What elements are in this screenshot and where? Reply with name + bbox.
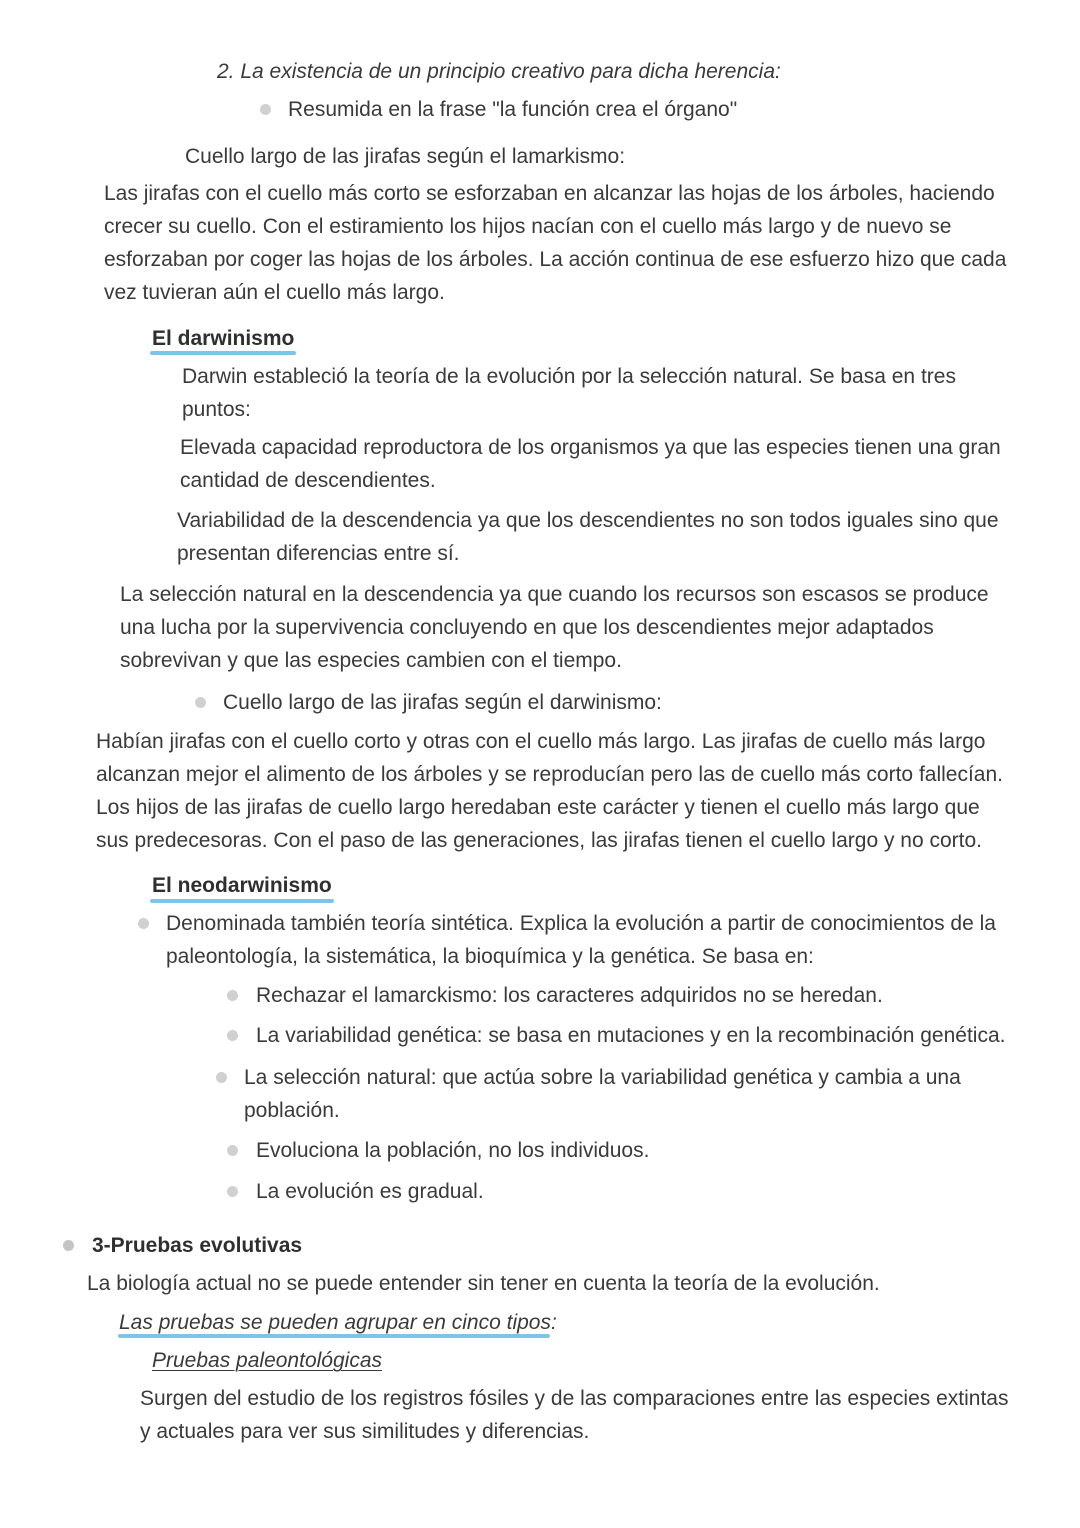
paragraph-line: y actuales para ver sus similitudes y diferencias. [140, 1420, 590, 1443]
sub-bullet-text-continued: población. [244, 1099, 340, 1122]
paragraph-line: Variabilidad de la descendencia ya que los descendientes no son todos iguales sino que [177, 509, 999, 532]
paragraph-line: esforzaban por coger las hojas de los árboles. La acción continua de ese esfuerzo hizo que cada [104, 248, 1007, 271]
sub-bullet-text: La selección natural: que actúa sobre la variabilidad genética y cambia a una [244, 1066, 961, 1089]
sub-bullet-text: La evolución es gradual. [256, 1180, 484, 1203]
lamarkismo-giraffe-heading: Cuello largo de las jirafas según el lamarkismo: [185, 145, 626, 168]
section-heading-darwinismo: El darwinismo [152, 327, 295, 350]
paragraph-line: puntos: [182, 398, 251, 421]
bullet-icon [227, 1030, 238, 1041]
paragraph-line: sus predecesoras. Con el paso de las generaciones, las jirafas tienen el cuello largo y no corto. [96, 829, 983, 852]
section-heading-pruebas: 3-Pruebas evolutivas [92, 1234, 303, 1257]
paragraph-line: La biología actual no se puede entender sin tener en cuenta la teoría de la evolución. [87, 1272, 880, 1295]
paragraph-line: alcanzan mejor el alimento de los árboles y se reproducían pero las de cuello más corto fallecían. [96, 763, 1003, 786]
section-heading-neodarwinismo: El neodarwinismo [152, 874, 332, 897]
paragraph-line: crecer su cuello. Con el estiramiento los hijos nacían con el cuello más largo y de nuevo se [104, 215, 952, 238]
bullet-icon [138, 918, 149, 929]
bullet-icon [216, 1072, 227, 1083]
subheading-highlight [118, 1334, 550, 1338]
sub-bullet-text: Resumida en la frase "la función crea el órgano" [288, 98, 738, 121]
bullet-icon [260, 104, 271, 115]
heading-highlight [150, 351, 296, 355]
bullet-text-continued: paleontología, la sistemática, la bioquímica y la genética. Se basa en: [166, 945, 814, 968]
sub-bullet-text: Evoluciona la población, no los individuos. [256, 1139, 650, 1162]
bullet-icon [63, 1240, 74, 1251]
numbered-item-2: 2. La existencia de un principio creativo para dicha herencia: [217, 60, 781, 83]
paragraph-line: una lucha por la supervivencia concluyendo en que los descendientes mejor adaptados [120, 616, 934, 639]
bullet-icon [195, 697, 206, 708]
paragraph-line: vez tuvieran aún el cuello más largo. [104, 281, 445, 304]
paragraph-line: Darwin estableció la teoría de la evolución por la selección natural. Se basa en tres [182, 365, 956, 388]
paragraph-line: Surgen del estudio de los registros fósiles y de las comparaciones entre las especies extintas [140, 1387, 1009, 1410]
paragraph-line: cantidad de descendientes. [180, 469, 436, 492]
paragraph-line: La selección natural en la descendencia ya que cuando los recursos son escasos se produce [120, 583, 989, 606]
bullet-text: Denominada también teoría sintética. Explica la evolución a partir de conocimientos de la [166, 912, 996, 935]
paragraph-line: Elevada capacidad reproductora de los organismos ya que las especies tienen una gran [180, 436, 1001, 459]
bullet-icon [227, 1186, 238, 1197]
paragraph-line: presentan diferencias entre sí. [177, 542, 460, 565]
bullet-icon [227, 990, 238, 1001]
sub-bullet-text: La variabilidad genética: se basa en mutaciones y en la recombinación genética. [256, 1024, 1006, 1047]
subheading-tipos: Las pruebas se pueden agrupar en cinco tipos: [119, 1311, 557, 1334]
sub-bullet-text: Rechazar el lamarckismo: los caracteres adquiridos no se heredan. [256, 984, 883, 1007]
paragraph-line: sobrevivan y que las especies cambien con el tiempo. [120, 649, 622, 672]
paragraph-line: Habían jirafas con el cuello corto y otras con el cuello más largo. Las jirafas de cuello más largo [96, 730, 986, 753]
heading-highlight [150, 899, 334, 903]
paragraph-line: Las jirafas con el cuello más corto se esforzaban en alcanzar las hojas de los árboles, haciendo [104, 182, 995, 205]
darwinismo-giraffe-heading: Cuello largo de las jirafas según el darwinismo: [223, 691, 662, 714]
paragraph-line: Los hijos de las jirafas de cuello largo heredaban este carácter y tienen el cuello más largo que [96, 796, 980, 819]
subheading-paleontologicas: Pruebas paleontológicas [152, 1349, 382, 1372]
bullet-icon [227, 1145, 238, 1156]
